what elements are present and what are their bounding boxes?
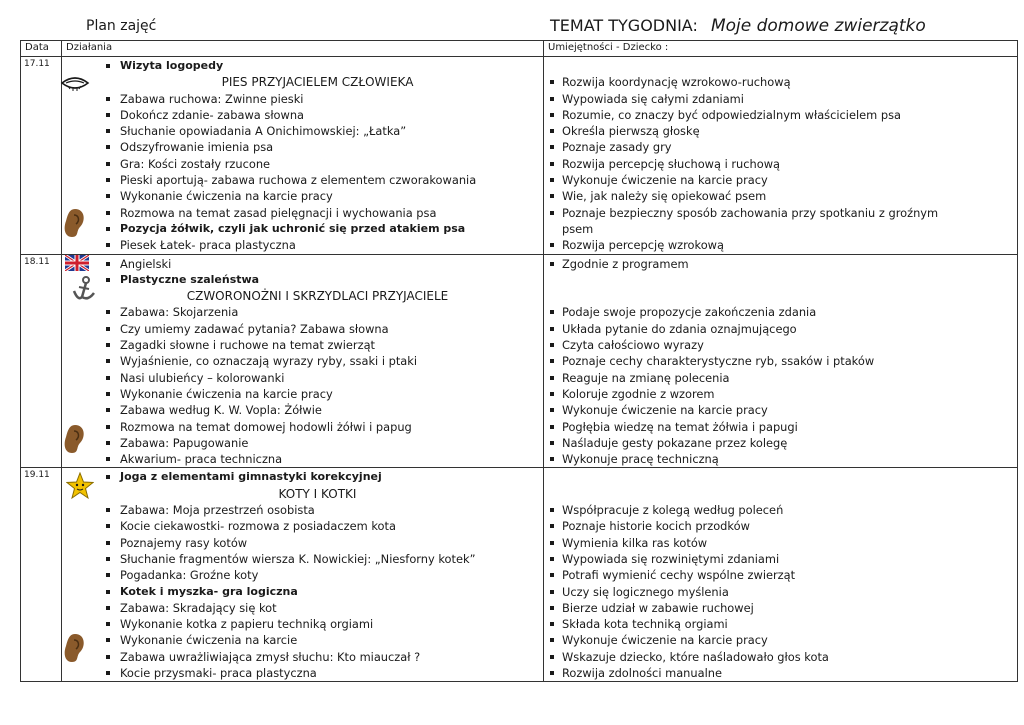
day-heading: CZWORONOŻNI I SKRZYDLACI PRZYJACIELE — [186, 289, 449, 304]
skill-item: Uczy się logicznego myślenia — [544, 584, 1017, 600]
activity-item: Słuchanie opowiadania A Onichimowskiej: „Łatka” — [62, 123, 543, 139]
activity-item: Kotek i myszka- gra logiczna — [62, 584, 543, 600]
column-header-date: Data — [21, 41, 62, 57]
skill-item: Wykonuje pracę techniczną — [544, 451, 1017, 467]
activity-item: Odszyfrowanie imienia psa — [62, 139, 543, 155]
activity-item: Czy umiemy zadawać pytania? Zabawa słowna — [62, 321, 543, 337]
skill-item: Wykonuje ćwiczenie na karcie pracy — [544, 402, 1017, 418]
skill-item: Poznaje zasady gry — [544, 139, 1017, 155]
week-theme — [550, 16, 926, 36]
activity-item: Wizyta logopedy — [62, 58, 543, 74]
activity-item: Piesek Łatek- praca plastyczna — [62, 237, 543, 253]
activity-item: Rozmowa na temat domowej hodowli żółwi i papug — [62, 419, 543, 435]
skill-item: Rozwija zdolności manualne — [544, 665, 1017, 681]
skill-item: Wypowiada się całymi zdaniami — [544, 91, 1017, 107]
skill-item: Układa pytanie do zdania oznajmującego — [544, 321, 1017, 337]
activity-item: Gra: Kości zostały rzucone — [62, 156, 543, 172]
activity-item: Słuchanie fragmentów wiersza K. Nowickiej: „Niesforny kotek” — [62, 551, 543, 567]
day-heading: KOTY I KOTKI — [278, 486, 357, 501]
activity-item: Wykonanie ćwiczenia na karcie — [62, 632, 543, 648]
day-row-2 — [21, 254, 1018, 468]
skill-item: Rozumie, co znaczy być odpowiedzialnym właścicielem psa — [544, 107, 1017, 123]
skill-item: Poznaje cechy charakterystyczne ryb, ssaków i ptaków — [544, 353, 1017, 369]
theme-value: Moje domowe zwierzątko — [710, 16, 926, 36]
skill-item: Poznaje historie kocich przodków — [544, 518, 1017, 534]
table-header-row — [21, 41, 1018, 57]
activity-item: Plastyczne szaleństwa — [62, 272, 543, 288]
day-date: 19.11 — [21, 468, 62, 682]
activity-item: Kocie ciekawostki- rozmowa z posiadaczem kota — [62, 518, 543, 534]
column-header-skills: Umiejętności - Dziecko : — [544, 41, 1018, 57]
plan-title: Plan zajęć — [86, 18, 157, 34]
skill-item: Podaje swoje propozycje zakończenia zdania — [544, 304, 1017, 320]
activity-item: Zabawa: Moja przestrzeń osobista — [62, 502, 543, 518]
skill-item: Wskazuje dziecko, które naśladowało głos kota — [544, 649, 1017, 665]
skill-item: Poznaje bezpieczny sposób zachowania przy spotkaniu z groźnym — [544, 205, 1017, 221]
activity-item: Zagadki słowne i ruchowe na temat zwierząt — [62, 337, 543, 353]
activity-item: Zabawa: Papugowanie — [62, 435, 543, 451]
skill-item: Czyta całościowo wyrazy — [544, 337, 1017, 353]
skill-item: Koloruje zgodnie z wzorem — [544, 386, 1017, 402]
skills-cell — [544, 57, 1018, 255]
activity-item: Joga z elementami gimnastyki korekcyjnej — [62, 469, 543, 485]
skill-item: Rozwija koordynację wzrokowo-ruchową — [544, 74, 1017, 90]
skill-item: Współpracuje z kolegą według poleceń — [544, 502, 1017, 518]
skill-item: Wymienia kilka ras kotów — [544, 535, 1017, 551]
skill-item: Rozwija percepcję wzrokową — [544, 237, 1017, 253]
activity-item: Zabawa uwrażliwiająca zmysł słuchu: Kto miauczał ? — [62, 649, 543, 665]
skill-item: Wykonuje ćwiczenie na karcie pracy — [544, 632, 1017, 648]
skill-item: Zgodnie z programem — [544, 256, 1017, 272]
skill-item: Rozwija percepcję słuchową i ruchową — [544, 156, 1017, 172]
activity-item: Pieski aportują- zabawa ruchowa z elementem czworakowania — [62, 172, 543, 188]
activity-item: Angielski — [62, 256, 543, 272]
skill-item: Potrafi wymienić cechy wspólne zwierząt — [544, 567, 1017, 583]
activity-item: Pogadanka: Groźne koty — [62, 567, 543, 583]
skill-item: Wykonuje ćwiczenie na karcie pracy — [544, 172, 1017, 188]
skill-item: Pogłębia wiedzę na temat żółwia i papugi — [544, 419, 1017, 435]
activity-item: Wykonanie ćwiczenia na karcie pracy — [62, 188, 543, 204]
activity-item: Pozycja żółwik, czyli jak uchronić się przed atakiem psa — [62, 221, 543, 237]
activity-item: Wykonanie ćwiczenia na karcie pracy — [62, 386, 543, 402]
activities-cell — [62, 468, 544, 682]
activities-cell — [62, 254, 544, 468]
column-header-activities: Działania — [62, 41, 544, 57]
skill-item: Naśladuje gesty pokazane przez kolegę — [544, 435, 1017, 451]
activity-item: Wykonanie kotka z papieru techniką orgiami — [62, 616, 543, 632]
activity-item: Zabawa: Skradający się kot — [62, 600, 543, 616]
activities-cell — [62, 57, 544, 255]
theme-label: TEMAT TYGODNIA: — [550, 16, 698, 35]
day-row-3 — [21, 468, 1018, 682]
skill-item: Wie, jak należy się opiekować psem — [544, 188, 1017, 204]
day-heading: PIES PRZYJACIELEM CZŁOWIEKA — [221, 75, 414, 90]
day-date: 17.11 — [21, 57, 62, 255]
skill-item: Składa kota techniką orgiami — [544, 616, 1017, 632]
skill-item: Wypowiada się rozwiniętymi zdaniami — [544, 551, 1017, 567]
skill-item: Bierze udział w zabawie ruchowej — [544, 600, 1017, 616]
activity-item: Akwarium- praca techniczna — [62, 451, 543, 467]
activity-item: Zabawa ruchowa: Zwinne pieski — [62, 91, 543, 107]
activity-item: Wyjaśnienie, co oznaczają wyrazy ryby, ssaki i ptaki — [62, 353, 543, 369]
activity-item: Dokończ zdanie- zabawa słowna — [62, 107, 543, 123]
day-date: 18.11 — [21, 254, 62, 468]
skills-cell — [544, 254, 1018, 468]
skill-item: Określa pierwszą głoskę — [544, 123, 1017, 139]
activity-item: Nasi ulubieńcy – kolorowanki — [62, 370, 543, 386]
activity-item: Kocie przysmaki- praca plastyczna — [62, 665, 543, 681]
lesson-plan-table — [20, 40, 1018, 682]
activity-item: Zabawa: Skojarzenia — [62, 304, 543, 320]
day-row-1 — [21, 57, 1018, 255]
skill-item: Reaguje na zmianę polecenia — [544, 370, 1017, 386]
skill-item-continuation: psem — [562, 221, 594, 236]
skills-cell — [544, 468, 1018, 682]
activity-item: Poznajemy rasy kotów — [62, 535, 543, 551]
activity-item: Rozmowa na temat zasad pielęgnacji i wychowania psa — [62, 205, 543, 221]
activity-item: Zabawa według K. W. Vopla: Żółwie — [62, 402, 543, 418]
